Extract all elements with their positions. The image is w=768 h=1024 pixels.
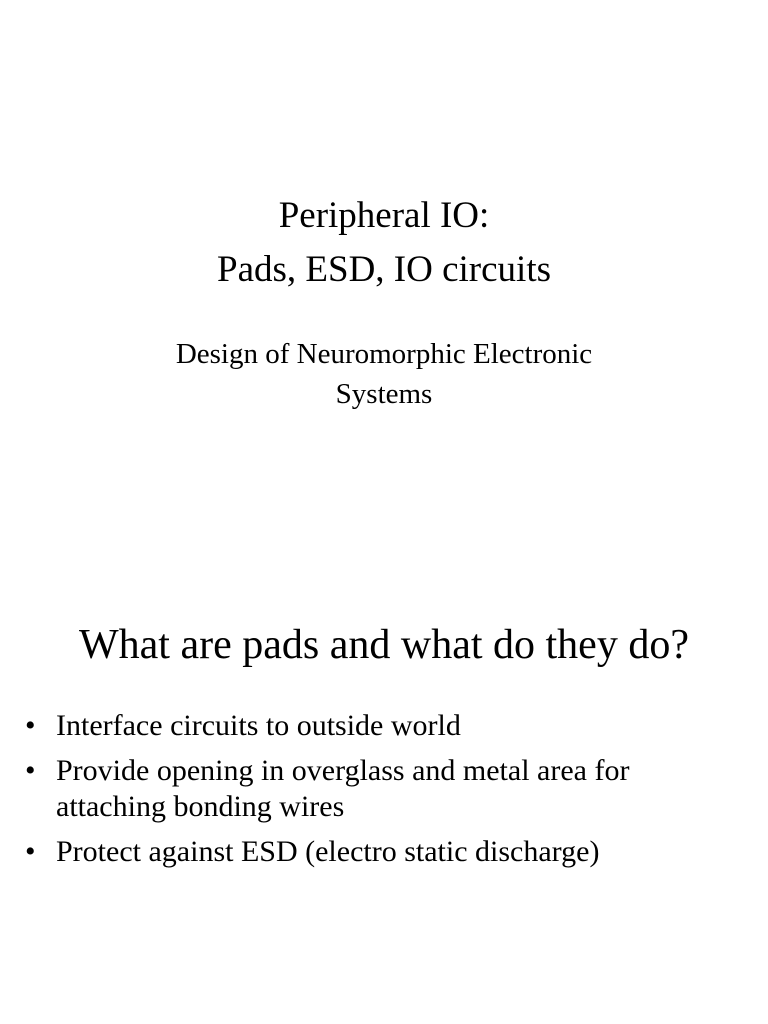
bullet-text-line: attaching bonding wires — [56, 790, 345, 823]
bullet-text-line: Provide opening in overglass and metal area for — [56, 754, 630, 787]
slide-title-line-2: Pads, ESD, IO circuits — [217, 249, 551, 290]
slide-heading: What are pads and what do they do? — [79, 622, 689, 668]
bullet-list — [0, 708, 768, 879]
bullet-item — [0, 834, 768, 870]
bullet-item — [0, 753, 768, 825]
slide-subtitle-line-1: Design of Neuromorphic Electronic — [175, 338, 593, 370]
bullet-text-line: Interface circuits to outside world — [56, 709, 461, 742]
slide-title-line-1: Peripheral IO: — [278, 195, 490, 236]
slide-subtitle-line-2: Systems — [335, 378, 433, 410]
bullet-icon: • — [25, 835, 36, 868]
slide-pads — [0, 512, 768, 1024]
bullet-icon: • — [25, 754, 36, 787]
bullet-text-line: Protect against ESD (electro static discharge) — [56, 835, 600, 868]
bullet-icon: • — [25, 709, 36, 742]
bullet-item — [0, 708, 768, 744]
